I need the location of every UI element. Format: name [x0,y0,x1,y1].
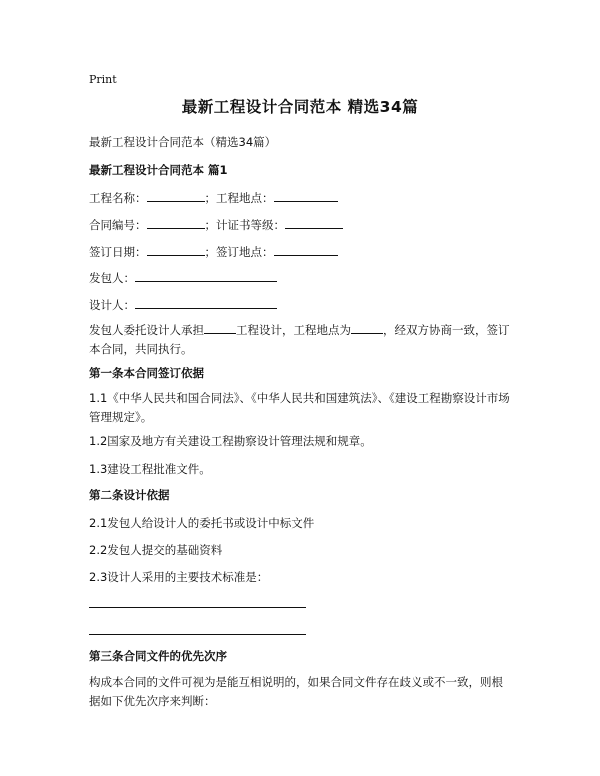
article2-item: 2.2发包人提交的基础资料 [89,543,223,557]
sign-place-label: 签订地点： [216,245,274,259]
field-row-project [89,189,338,206]
field-row-sign [89,243,338,260]
intro-project-blank[interactable] [204,321,236,334]
separator: ； [204,191,216,205]
article2-item: 2.3设计人采用的主要技术标准是： [89,570,269,584]
article1-heading: 第一条本合同签订依据 [89,366,204,380]
field-row-client [89,269,277,286]
article2-item: 2.1发包人给设计人的委托书或设计中标文件 [89,516,315,530]
contract-no-label: 合同编号： [89,218,147,232]
intro-part1: 发包人委托设计人承担 [89,323,204,337]
document-subtitle: 最新工程设计合同范本（精选34篇） [89,135,277,149]
intro-part3: ，经双方协商一致，签订本合同，共同执行。 [89,323,510,356]
field-row-contract [89,216,343,233]
sign-date-blank[interactable] [147,243,205,256]
client-label: 发包人： [89,271,135,285]
field-row-designer [89,296,277,313]
sign-date-label: 签订日期： [89,245,147,259]
intro-paragraph [89,321,513,359]
designer-label: 设计人： [89,298,135,312]
article3-body: 构成本合同的文件可视为是能互相说明的，如果合同文件存在歧义或不一致，则根据如下优先次序来判断： [89,675,503,708]
document-title: 最新工程设计合同范本 精选34篇 [181,98,419,116]
print-label[interactable]: Print [89,73,117,86]
sign-place-blank[interactable] [274,243,338,256]
cert-level-blank[interactable] [285,216,343,229]
article3-heading: 第三条合同文件的优先次序 [89,649,227,663]
designer-blank[interactable] [135,296,277,309]
article1-item: 1.2国家及地方有关建设工程勘察设计管理法规和规章。 [89,434,372,448]
standards-blank-line[interactable] [89,607,306,608]
project-name-label: 工程名称： [89,191,147,205]
intro-location-blank[interactable] [351,321,383,334]
section-heading: 最新工程设计合同范本 篇1 [89,163,228,177]
article1-item: 1.3建设工程批准文件。 [89,462,211,476]
intro-part2: 工程设计，工程地点为 [236,323,351,337]
separator: ； [204,245,216,259]
project-name-blank[interactable] [147,189,205,202]
project-location-label: 工程地点： [216,191,274,205]
article1-item: 1.1《中华人民共和国合同法》、《中华人民共和国建筑法》、《建设工程勘察设计市场管理规定》。 [89,391,510,424]
article2-heading: 第二条设计依据 [89,488,170,502]
project-location-blank[interactable] [274,189,338,202]
standards-blank-line[interactable] [89,634,306,635]
client-blank[interactable] [135,269,277,282]
cert-level-label: 计证书等级： [216,218,285,232]
separator: ； [204,218,216,232]
contract-no-blank[interactable] [147,216,205,229]
